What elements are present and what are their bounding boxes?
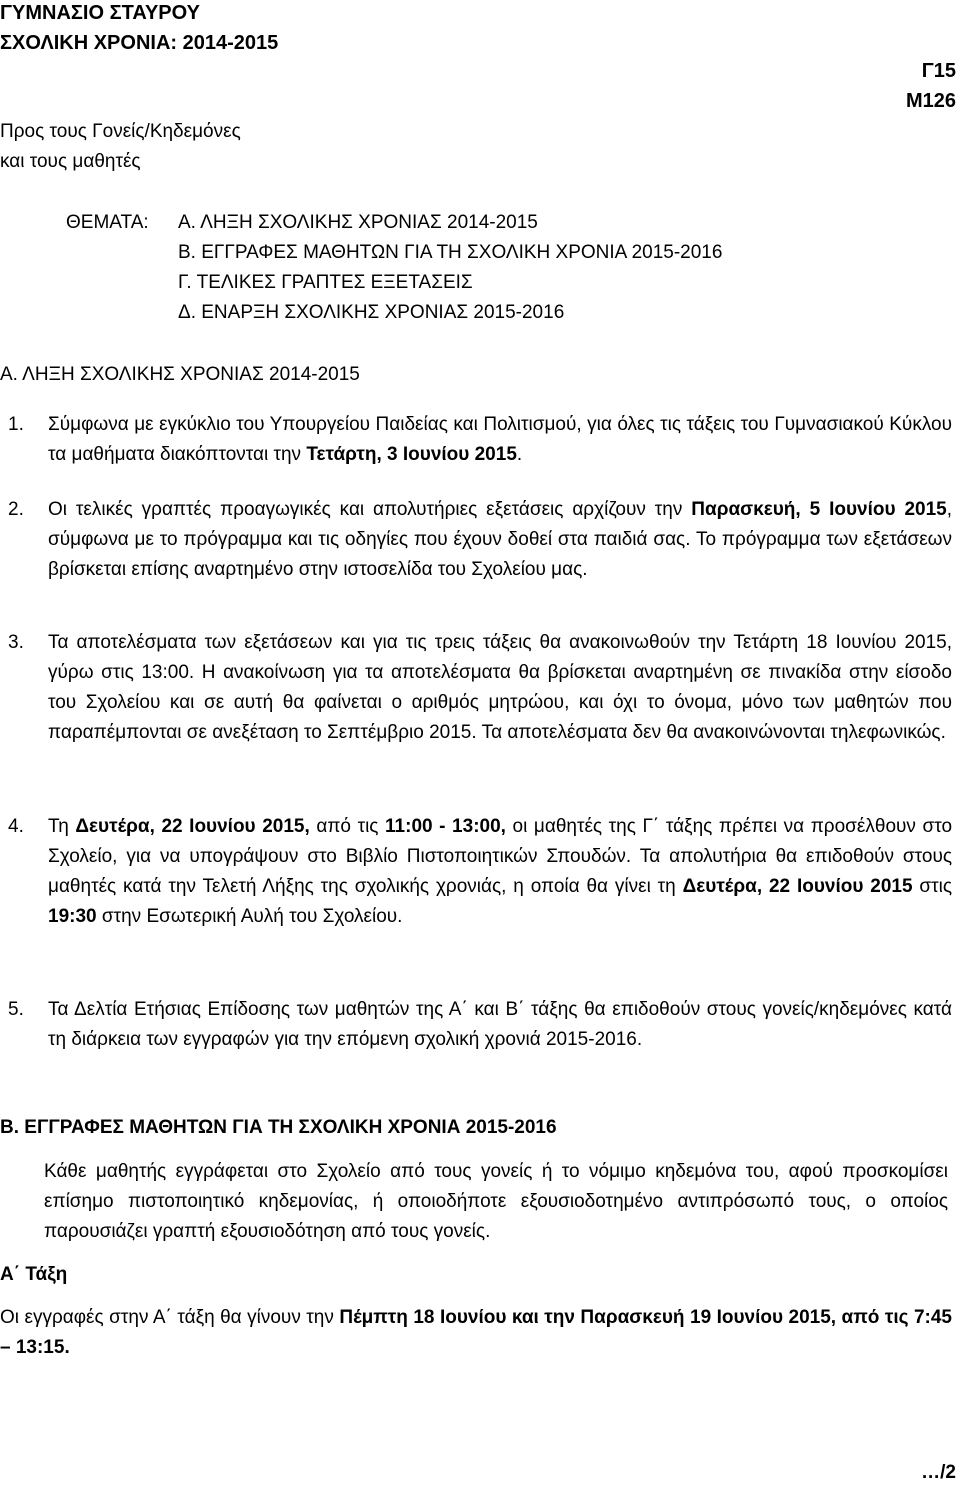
item-1-paragraph: Σύμφωνα με εγκύκλιο του Υπουργείου Παιδείας και Πολιτισμού, για όλες τις τάξεις του Γυμνασιακού Κύκλου τα μαθήματα διακόπτονται την Τετάρτη, 3 Ιουνίου 2015. bbox=[48, 414, 952, 465]
item-2-paragraph: Οι τελικές γραπτές προαγωγικές και απολυτήριες εξετάσεις αρχίζουν την Παρασκευή, 5 Ιουνίου 2015, σύμφωνα με το πρόγραμμα και τις οδηγίες που έχουν δοθεί στα παιδιά σας. Το πρόγραμμα των εξετάσεων βρίσκεται επίσης αναρτημένο στην ιστοσελίδα του Σχολείου μας. bbox=[48, 499, 953, 580]
item-4-number: 4. bbox=[8, 816, 24, 837]
section-b-intro: Κάθε μαθητής εγγράφεται στο Σχολείο από τους γονείς ή το νόμιμο κηδεμόνα του, αφού προσκομίσει επίσημο πιστοποιητικό κηδεμονίας, ή οποιοδήποτε εξουσιοδοτημένο αντιπρόσωπό τους, ο οποίος παρουσιάζει γραπτή εξουσιοδότηση από τους γονείς. bbox=[44, 1161, 948, 1242]
grade-a-registration: Οι εγγραφές στην Α΄ τάξη θα γίνουν την Πέμπτη 18 Ιουνίου και την Παρασκευή 19 Ιουνίου 2015, από τις 7:45 – 13:15. bbox=[0, 1307, 952, 1358]
grade-a-heading: Α΄ Τάξη bbox=[0, 1264, 68, 1285]
recipients-line-1: Προς τους Γονείς/Κηδεμόνες bbox=[0, 121, 241, 142]
item-3-paragraph: Τα αποτελέσματα των εξετάσεων και για τις τρεις τάξεις θα ανακοινωθούν την Τετάρτη 18 Ιουνίου 2015, γύρω στις 13:00. Η ανακοίνωση για τα αποτελέσματα θα βρίσκεται αναρτημένη σε πινακίδα στην είσοδο του Σχολείου και σε αυτή θα φαίνεται ο αριθμός μητρώου, και όχι το όνομα, μόνο των μαθητών που παραπέμπονται σε ανεξέταση το Σεπτέμβριο 2015. Τα αποτελέσματα δεν θα ανακοινώνονται τηλεφωνικώς. bbox=[48, 632, 952, 743]
ref-number-2: Μ126 bbox=[905, 90, 956, 112]
subject-item-a: Α. ΛΗΞΗ ΣΧΟΛΙΚΗΣ ΧΡΟΝΙΑΣ 2014-2015 bbox=[178, 212, 538, 233]
school-year: ΣΧΟΛΙΚΗ ΧΡΟΝΙΑ: 2014-2015 bbox=[0, 32, 279, 54]
school-name: ΓΥΜΝΑΣΙΟ ΣΤΑΥΡΟΥ bbox=[0, 2, 200, 24]
ref-number-1: Γ15 bbox=[921, 60, 956, 82]
item-5-number: 5. bbox=[8, 999, 24, 1020]
section-b-heading: Β. ΕΓΓΡΑΦΕΣ ΜΑΘΗΤΩΝ ΓΙΑ ΤΗ ΣΧΟΛΙΚΗ ΧΡΟΝΙΑ 2015-2016 bbox=[0, 1117, 557, 1138]
section-a-heading: Α. ΛΗΞΗ ΣΧΟΛΙΚΗΣ ΧΡΟΝΙΑΣ 2014-2015 bbox=[0, 364, 360, 385]
subject-item-d: Δ. ΕΝΑΡΞΗ ΣΧΟΛΙΚΗΣ ΧΡΟΝΙΑΣ 2015-2016 bbox=[178, 302, 565, 323]
item-3-number: 3. bbox=[8, 632, 24, 653]
item-2-number: 2. bbox=[8, 499, 24, 520]
item-1-number: 1. bbox=[8, 414, 24, 435]
item-5-paragraph: Τα Δελτία Ετήσιας Επίδοσης των μαθητών της Α΄ και Β΄ τάξης θα επιδοθούν στους γονείς/κηδεμόνες κατά τη διάρκεια των εγγραφών για την επόμενη σχολική χρονιά 2015-2016. bbox=[48, 999, 952, 1050]
item-4-paragraph: Τη Δευτέρα, 22 Ιουνίου 2015, από τις 11:00 - 13:00, οι μαθητές της Γ΄ τάξης πρέπει να προσέλθουν στο Σχολείο, για να υπογράψουν στο Βιβλίο Πιστοποιητικών Σπουδών. Τα απολυτήρια θα επιδοθούν στους μαθητές κατά την Τελετή Λήξης της σχολικής χρονιάς, η οποία θα γίνει τη Δευτέρα, 22 Ιουνίου 2015 στις 19:30 στην Εσωτερική Αυλή του Σχολείου. bbox=[48, 816, 953, 927]
page-continuation: …/2 bbox=[921, 1462, 956, 1483]
recipients-line-2: και τους μαθητές bbox=[0, 151, 141, 172]
subject-item-b: Β. ΕΓΓΡΑΦΕΣ ΜΑΘΗΤΩΝ ΓΙΑ ΤΗ ΣΧΟΛΙΚΗ ΧΡΟΝΙΑ 2015-2016 bbox=[178, 242, 723, 263]
subject-item-c: Γ. ΤΕΛΙΚΕΣ ΓΡΑΠΤΕΣ ΕΞΕΤΑΣΕΙΣ bbox=[178, 272, 473, 293]
subjects-label: ΘΕΜΑΤΑ: bbox=[66, 212, 149, 233]
